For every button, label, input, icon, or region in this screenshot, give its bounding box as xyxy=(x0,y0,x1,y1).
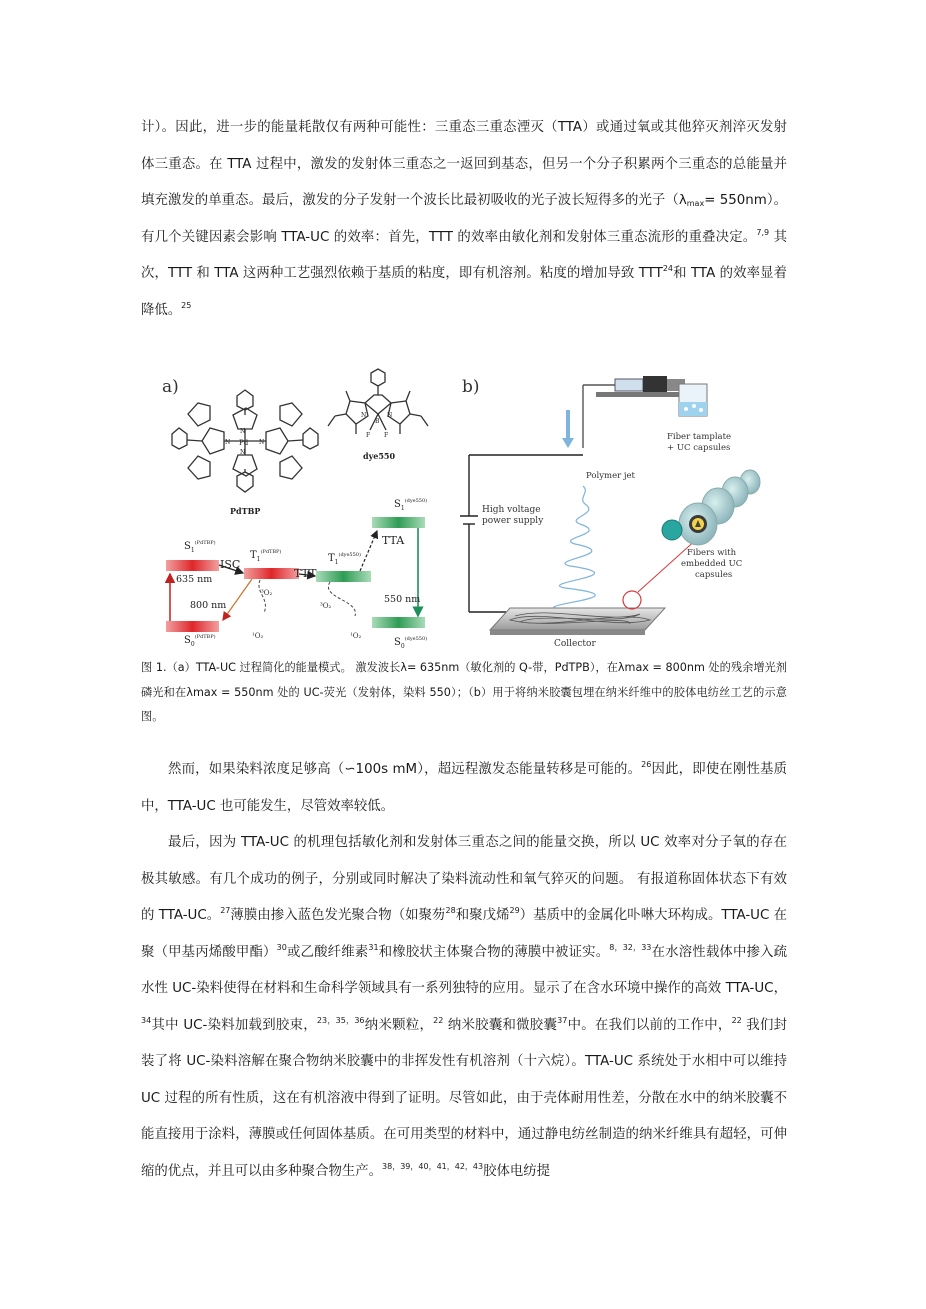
figure-1-caption: 图 1.（a）TTA-UC 过程简化的能量模式。 激发波长λ= 635nm（敏化剂的 Q-带，PdTPB），在λmax = 800nm 处的残余增光剂磷光和在λmax = 550nm 处的 UC-荧光（发射体，染料 550）；（b）用于将纳米胶囊包埋在纳米纤维中的胶体电纺丝工艺的示意图。 xyxy=(141,661,787,723)
citation-superscript: 25 xyxy=(181,300,192,310)
panel-a-label: a) xyxy=(162,377,179,397)
citation-superscript: 7,9 xyxy=(756,227,770,237)
text-run: = 550nm）。有几个关键因素会影响 TTA-UC 的效率：首先，TTT 的效率由敏化剂和发射体三重态流形的重叠决定。 xyxy=(141,193,787,245)
text-run: 和聚戊烯 xyxy=(455,908,510,923)
zoom-region-marker xyxy=(623,591,641,609)
phosphorescence-arrow xyxy=(223,579,252,620)
t1-sens-label: $T_1^{(PdTBP)}$ xyxy=(250,549,282,563)
n-atom-label: N xyxy=(225,439,231,446)
flow-arrow-head xyxy=(562,438,574,448)
text-run: 计）。因此，进一步的能量耗散仅有两种可能性：三重态三重态湮灭（TTA）或通过氧或其他猝灭剂淬灭发射体三重态。在 TTA 过程中，激发的发射体三重态之一返回到基态，但另一个分子积累两个三重态的总能量并填充激发的单重态。最后，激发的分子发射一个波长比最初吸收的光子波长短得多的光子（λ xyxy=(141,120,787,208)
citation-superscript: 38，39，40，41，42，43 xyxy=(382,1161,484,1171)
fibers-label-1: Fibers with xyxy=(687,548,737,558)
s1-sensitizer-level xyxy=(166,560,219,571)
text-run: 然而，如果染料浓度足够高（∽100s mM），超远程激发态能量转移是可能的。 xyxy=(168,762,642,777)
citation-superscript: 37 xyxy=(557,1015,568,1025)
b-atom-label: B xyxy=(375,418,380,425)
f-atom-label: F xyxy=(366,432,371,439)
singlet-oxygen-label: ¹O₂ xyxy=(350,632,362,640)
citation-superscript: 34 xyxy=(141,1015,152,1025)
s1-emitter-level xyxy=(372,517,425,528)
flow-arrow-shaft xyxy=(566,410,570,438)
citation-superscript: 28 xyxy=(445,906,456,915)
citation-superscript: 29 xyxy=(509,906,520,915)
triplet-oxygen-label: ³O₂ xyxy=(320,602,332,610)
text-run: 胶体电纺提 xyxy=(483,1163,551,1179)
t1-em-label: $T_1^{(dye550)}$ xyxy=(328,552,361,566)
capsule-beaker xyxy=(679,384,707,416)
citation-superscript: 24 xyxy=(662,264,674,273)
s0-sensitizer-level xyxy=(166,621,219,632)
text-run: 在水溶性载体中掺入疏水性 UC-染料使得在材料和生命科学领域具有一系列独特的应用。显示了在含水环境中操作的高效 TTA-UC， xyxy=(141,944,788,996)
s0-sens-label: $S_0^{(PdTBP)}$ xyxy=(184,634,216,648)
tta-label: TTA xyxy=(382,534,405,547)
polymer-jet-label: Polymer jet xyxy=(586,471,635,481)
ttt-label: TTT xyxy=(294,567,317,580)
text-run: 因此，即使在刚性基质中，TTA-UC 也可能发生，尽管效率较低。 xyxy=(141,762,787,814)
pd-atom-label: Pd xyxy=(239,439,249,447)
t1-sensitizer-level xyxy=(244,568,299,579)
wavelength-800-label: 800 nm xyxy=(190,600,227,611)
text-run: 其次，TTT 和 TTA 这两种工艺强烈依赖于基质的粘度，即有机溶剂。粘度的增加导致 TTT xyxy=(141,229,787,281)
oxygen-quench-path-2 xyxy=(328,582,355,616)
subscript: max xyxy=(686,199,705,208)
wavelength-550-label: 550 nm xyxy=(384,594,421,605)
dye550-name: dye550 xyxy=(363,451,396,461)
s1-sens-label: $S_1^{(PdTBP)}$ xyxy=(184,540,216,554)
s0-em-label: $S_0^{(dye550)}$ xyxy=(394,636,428,650)
n-atom-label: N xyxy=(240,428,246,435)
isc-label: ISC xyxy=(220,558,241,571)
tta-arrow xyxy=(360,531,377,571)
citation-superscript: 26 xyxy=(641,760,652,769)
citation-superscript: 30 xyxy=(276,942,287,952)
t1-emitter-level xyxy=(316,571,371,582)
n-atom-label: N xyxy=(259,439,265,446)
paragraph-2 xyxy=(141,752,787,825)
s0-emitter-level xyxy=(372,617,425,628)
citation-superscript: 27 xyxy=(220,906,231,915)
singlet-oxygen-label: ¹O₂ xyxy=(252,632,264,640)
figure-1-graphic xyxy=(160,368,785,651)
collector-label: Collector xyxy=(554,639,596,649)
citation-superscript: 31 xyxy=(368,942,379,952)
paragraph-3 xyxy=(141,825,787,1190)
text-run: 中。在我们以前的工作中， xyxy=(567,1017,732,1033)
paragraph-1 xyxy=(141,110,787,329)
text-run: ）基质中的金属化卟啉大环构成。TTA-UC 在聚（甲基丙烯酸甲酯） xyxy=(141,908,788,960)
fiber-template-label: Fiber tamplate xyxy=(667,432,732,442)
n-atom-label: N xyxy=(240,449,246,456)
citation-superscript: 23，35，36 xyxy=(316,1015,365,1025)
text-run: 纳米胶囊和微胶囊 xyxy=(443,1017,558,1033)
text-run: 薄膜由掺入蓝色发光聚合物（如聚芴 xyxy=(230,908,446,923)
high-voltage-label-2: power supply xyxy=(482,516,544,526)
wavelength-635-label: 635 nm xyxy=(176,574,213,585)
collector-plate-edge xyxy=(490,630,645,635)
text-run: 和橡胶状主体聚合物的薄膜中被证实。 xyxy=(378,944,610,960)
text-run: 其中 UC-染料加载到胶束， xyxy=(151,1017,317,1033)
citation-superscript: 22 xyxy=(731,1015,742,1025)
polymer-jet-spiral xyxy=(554,486,596,610)
n-atom-label: N xyxy=(361,412,367,419)
citation-superscript: 8，32，33 xyxy=(609,942,652,952)
pdtbp-name: PdTBP xyxy=(230,506,261,516)
text-run: 或乙酸纤维素 xyxy=(286,944,369,960)
high-voltage-label-1: High voltage xyxy=(482,505,541,515)
n-atom-label: N xyxy=(387,412,393,419)
text-run: 纳米颗粒， xyxy=(364,1017,434,1033)
figure-1 xyxy=(160,368,785,651)
text-run: 和 TTA 的效率显着降低。 xyxy=(141,266,787,318)
fibers-label-2: embedded UC xyxy=(681,559,743,569)
panel-b-label: b) xyxy=(462,377,480,397)
text-run: 最后，因为 TTA-UC 的机理包括敏化剂和发射体三重态之间的能量交换，所以 UC 效率对分子氧的存在极其敏感。有几个成功的例子，分别或同时解决了染料流动性和氧气猝灭的问题。 有报道称固体状态下有效的 TTA-UC。 xyxy=(141,835,787,923)
uc-capsules-label: + UC capsules xyxy=(667,443,731,453)
s1-em-label: $S_1^{(dye550)}$ xyxy=(394,498,428,512)
f-atom-label: F xyxy=(384,432,389,439)
text-run: 我们封装了将 UC-染料溶解在聚合物纳米胶囊中的非挥发性有机溶剂（十六烷）。TTA-UC 系统处于水相中可以维持 UC 过程的所有性质，这在有机溶液中得到了证明。尽管如此，由于壳体耐用性差，分散在水中的纳米胶囊不能直接用于涂料，薄膜或任何固体基质。在可用类型的材料中，通过静电纺丝制造的纳米纤维具有超轻，可伸缩的优点，并且可以由多种聚合物生产。 xyxy=(141,1017,787,1179)
fibers-label-3: capsules xyxy=(695,570,733,580)
fiber-cross-section xyxy=(662,470,760,545)
citation-superscript: 22 xyxy=(433,1015,444,1025)
triplet-oxygen-label: ³O₂ xyxy=(261,589,273,597)
